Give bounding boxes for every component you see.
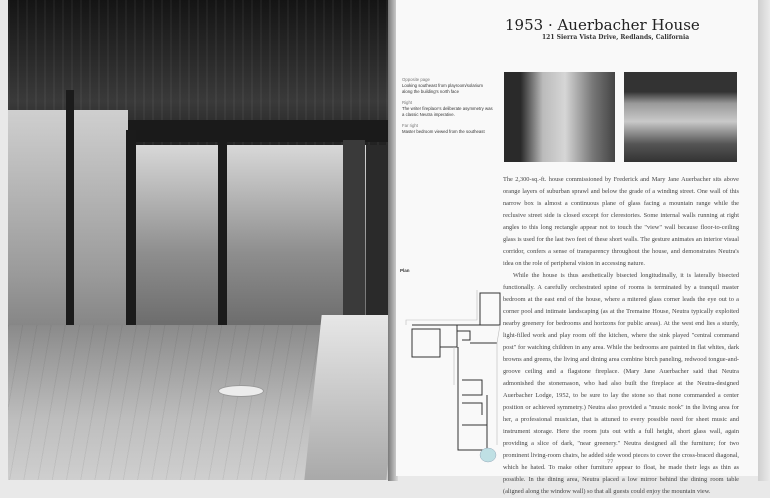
left-page-photo — [8, 0, 390, 476]
glass-corridor — [136, 145, 366, 325]
floor-plan — [402, 285, 502, 470]
page-number: 77 — [607, 459, 614, 465]
fireplace-photo — [504, 72, 615, 162]
wall-panel — [343, 140, 365, 320]
stool — [218, 385, 264, 397]
mullion — [218, 140, 227, 330]
right-page — [396, 0, 758, 495]
page-edge — [758, 0, 770, 481]
paragraph: The 2,300-sq.-ft. house commissioned by Frederick and Mary Jane Auerbacher sits above orange layers of suburban sprawl and below the grade of a winding street. One wall of this narrow box is almost a continuous plane of glass facing a mountain range while the reclusive street side is closed except for clerestories. Some internal walls running at right angles to this long rectangle appear not to touch the "view" wall because floor-to-ceiling glass is used for the last two feet of these short walls. The gesture animates an interior visual corridor, confers a sense of transparency throughout the house, and demonstrates Neutra's idea on the role of peripheral vision in accessing nature. — [503, 176, 739, 267]
mullion — [126, 130, 136, 330]
caption-heading: Right — [402, 100, 413, 105]
caption-text: Master bedroom viewed from the southeast — [402, 129, 485, 134]
paragraph: While the house is thus aesthetically bisected longitudinally, it is laterally bisected functionally. A carefully orchestrated spine of rooms is terminated by a tranquil master bedroom at the east end of the house, where a mitered glass corner leads the eye out to a corner pool and intimate landscaping (as at the Tremaine House, Neutra typically exploited nearby greenery for bedrooms and horizons for public areas). At the west end lies a sturdy, light-filled work and play room off the kitchen, where the sink played "central command post" for watching children in any area. While the bedrooms are painted in flat whites, dark browns and greens, the living and dining area combine birch paneling, redwood tongue-and-groove ceiling and a flagstone fireplace. (Mary Jane Auerbacher said that Neutra admonished the stonemason, who had also built the fireplace at the Neutra-designed Auerbacher Lodge, 1952, to be sure to lay the stone so that none commanded a center position or achieved symmetry.) Neutra also provided a "music nook" in the living area for her, a professional musician, that is attuned to every possible need for sheet music and instrument storage. Here the room juts out with a full height, short glass wall, again providing a slice of dark, "near greenery." Neutra designed all the furniture; for two prominent living-room chairs, he added side wood pieces to cover the cross-braced diagonal, which he hated. To make other furniture appear to float, he made their legs as thin as possible. In the dining area, Neutra placed a low mirror behind the dining room table (aligned along the window wall) so that all guests could enjoy the mountain view. — [503, 272, 739, 495]
caption-text: The writer fireplace's deliberate asymmetry was a classic Neutra imperative. — [402, 106, 493, 117]
caption-heading: Far right — [402, 123, 418, 128]
page-title: 1953 · Auerbacher House — [505, 16, 700, 34]
caption-heading: Opposite page — [402, 77, 430, 82]
body-text — [503, 174, 739, 498]
address: 121 Sierra Vista Drive, Redlands, California — [542, 34, 690, 41]
plan-label: Plan — [400, 268, 410, 273]
master-bedroom-photo — [624, 72, 737, 162]
captions — [402, 72, 494, 135]
caption-text: Looking southeast from playroom/solarium along the building's north face — [402, 83, 483, 94]
